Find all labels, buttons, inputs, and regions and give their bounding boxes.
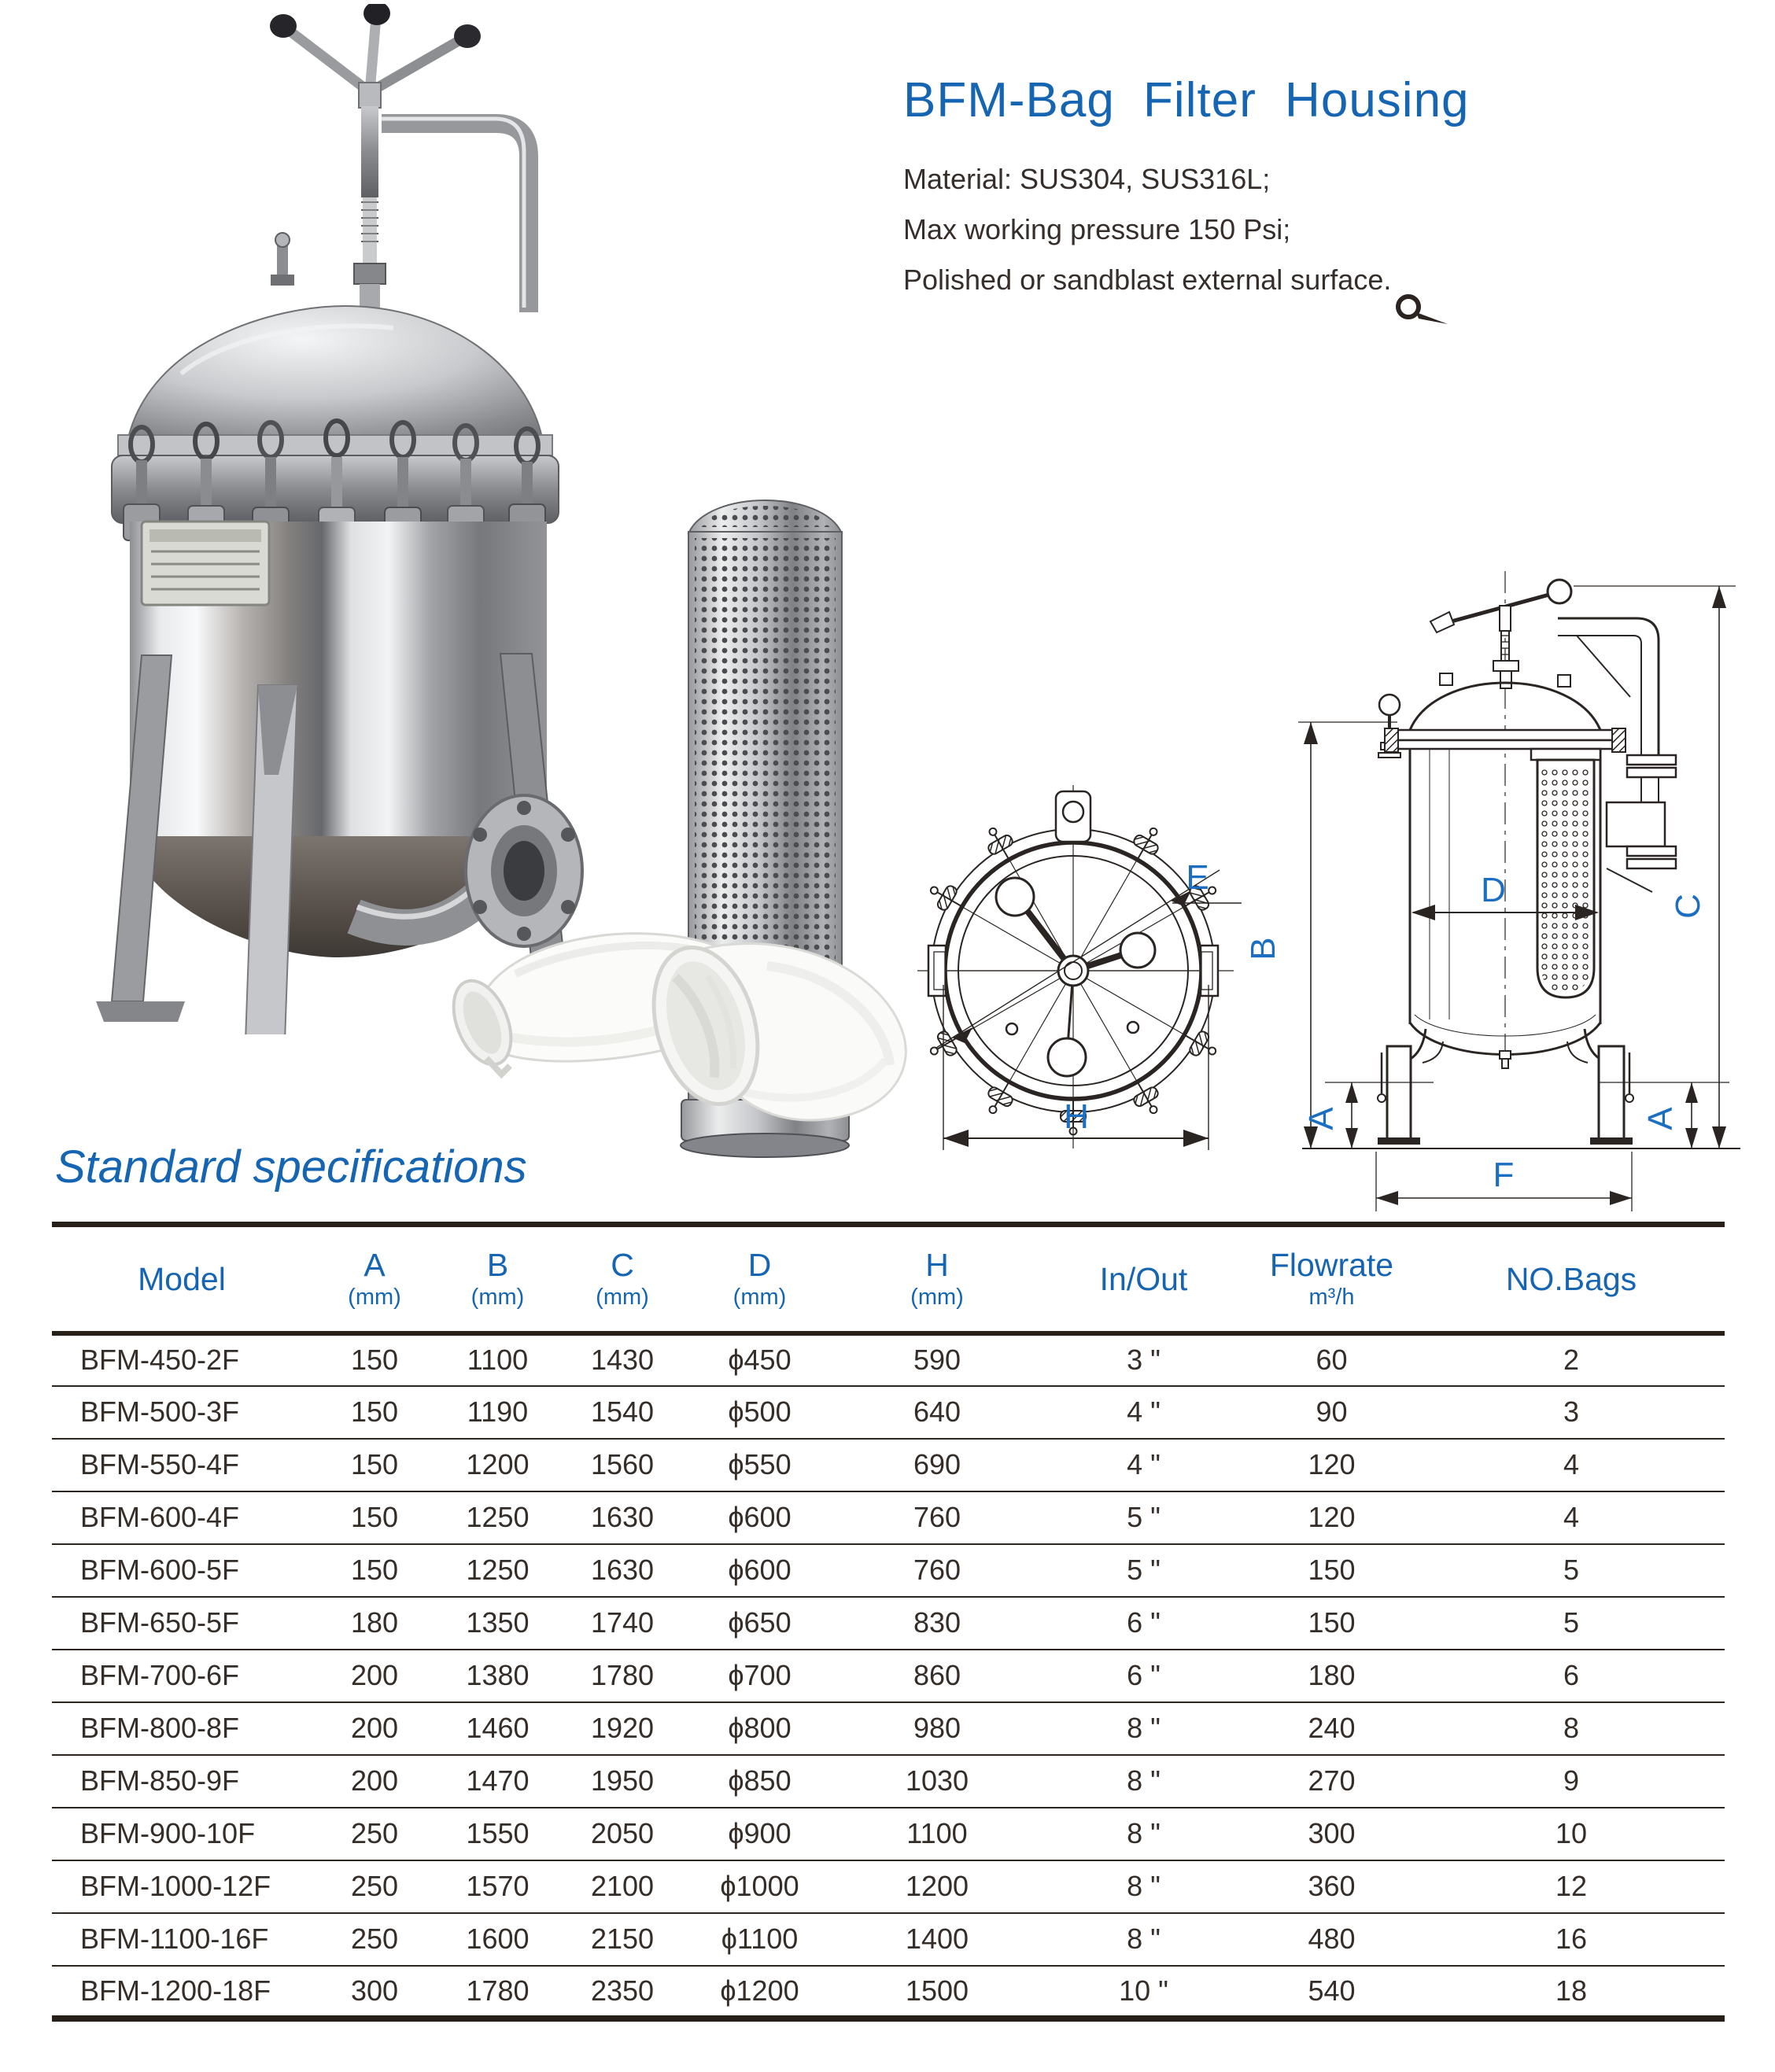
cell-model: BFM-700-6F xyxy=(80,1659,240,1691)
cell-model: BFM-650-5F xyxy=(80,1606,240,1639)
dim-label-a-right: A xyxy=(1641,1107,1680,1130)
header-a: A (mm) xyxy=(348,1246,401,1310)
cell-d: ϕ800 xyxy=(728,1712,792,1744)
cell-d: ϕ1100 xyxy=(721,1923,799,1955)
cell-a: 200 xyxy=(350,1659,399,1691)
cell-model: BFM-800-8F xyxy=(80,1712,240,1744)
cell-h: 1100 xyxy=(906,1817,968,1849)
dim-label-e: E xyxy=(1186,858,1209,897)
cell-c: 1630 xyxy=(590,1554,655,1586)
cell-flow: 540 xyxy=(1308,1974,1356,2007)
cell-flow: 240 xyxy=(1308,1712,1356,1744)
cell-c: 2100 xyxy=(590,1870,655,1902)
cell-bags: 12 xyxy=(1555,1870,1588,1902)
cell-flow: 120 xyxy=(1308,1501,1356,1533)
drawing-basket xyxy=(1531,749,1600,997)
cell-d: ϕ600 xyxy=(728,1501,792,1533)
hub-and-ports xyxy=(996,878,1155,1076)
lift-handle-pipe xyxy=(382,124,529,312)
description-line-surface: Polished or sandblast external surface. xyxy=(903,264,1392,296)
nameplate xyxy=(142,522,269,605)
cell-inout: 8 " xyxy=(1127,1817,1161,1849)
cell-a: 150 xyxy=(350,1344,399,1376)
cell-d: ϕ700 xyxy=(728,1659,792,1691)
cell-b: 1190 xyxy=(467,1395,529,1428)
table-row xyxy=(52,1333,1725,1386)
cell-flow: 300 xyxy=(1308,1817,1356,1849)
cell-b: 1780 xyxy=(466,1974,530,2007)
cell-c: 1430 xyxy=(590,1344,655,1376)
dim-label-d: D xyxy=(1481,871,1506,909)
dim-label-c: C xyxy=(1669,894,1707,919)
cell-a: 150 xyxy=(350,1501,399,1533)
table-row xyxy=(52,1386,1725,1439)
table-row xyxy=(52,1966,1725,2019)
cell-flow: 120 xyxy=(1308,1448,1356,1480)
table-row xyxy=(52,1702,1725,1755)
specifications-table xyxy=(52,1222,1725,2022)
cell-a: 150 xyxy=(350,1554,399,1586)
cell-bags: 3 xyxy=(1563,1395,1580,1428)
filter-bags-photo xyxy=(397,879,917,1139)
cell-a: 300 xyxy=(350,1974,399,2007)
side-view-drawing xyxy=(1243,543,1762,1219)
cell-b: 1250 xyxy=(466,1554,530,1586)
table-row xyxy=(52,1597,1725,1650)
cell-b: 1460 xyxy=(466,1712,530,1744)
cell-model: BFM-1200-18F xyxy=(80,1974,271,2007)
cell-flow: 90 xyxy=(1316,1395,1348,1428)
cell-inout: 5 " xyxy=(1127,1501,1161,1533)
cell-c: 1560 xyxy=(590,1448,655,1480)
cell-h: 760 xyxy=(913,1554,961,1586)
dim-label-h: H xyxy=(1064,1097,1089,1136)
table-row xyxy=(52,1755,1725,1808)
lift-handle-highlight xyxy=(382,119,524,308)
cell-a: 150 xyxy=(350,1448,399,1480)
magnifier-mark-icon xyxy=(1393,293,1454,330)
filter-bag-large xyxy=(637,935,906,1120)
cell-b: 1380 xyxy=(466,1659,530,1691)
header-h: H (mm) xyxy=(910,1246,964,1310)
dim-label-f: F xyxy=(1493,1156,1515,1194)
description-line-pressure: Max working pressure 150 Psi; xyxy=(903,213,1291,245)
cell-inout: 5 " xyxy=(1127,1554,1161,1586)
header-inout: In/Out xyxy=(1099,1260,1188,1297)
cell-d: ϕ850 xyxy=(728,1764,792,1797)
cell-d: ϕ500 xyxy=(728,1395,792,1428)
cell-inout: 6 " xyxy=(1127,1606,1161,1639)
cell-b: 1550 xyxy=(466,1817,530,1849)
header-c: C (mm) xyxy=(596,1246,649,1310)
cell-h: 760 xyxy=(913,1501,961,1533)
cell-h: 1030 xyxy=(905,1764,969,1797)
table-row xyxy=(52,1808,1725,1860)
cell-bags: 4 xyxy=(1563,1501,1580,1533)
cell-flow: 150 xyxy=(1308,1606,1356,1639)
cell-c: 1920 xyxy=(590,1712,655,1744)
dim-label-b: B xyxy=(1244,937,1282,960)
header-model: Model xyxy=(138,1260,226,1297)
cell-model: BFM-600-5F xyxy=(80,1554,240,1586)
cell-inout: 8 " xyxy=(1127,1870,1161,1902)
cell-b: 1350 xyxy=(466,1606,530,1639)
cell-inout: 8 " xyxy=(1127,1712,1161,1744)
product-description xyxy=(903,154,1391,305)
cell-a: 250 xyxy=(350,1923,399,1955)
cell-b: 1250 xyxy=(466,1501,530,1533)
cell-a: 250 xyxy=(350,1870,399,1902)
cell-bags: 8 xyxy=(1563,1712,1580,1744)
cell-model: BFM-550-4F xyxy=(80,1448,240,1480)
cell-model: BFM-1000-12F xyxy=(80,1870,271,1902)
cell-h: 1500 xyxy=(905,1974,969,2007)
cell-flow: 180 xyxy=(1308,1659,1356,1691)
cell-b: 1100 xyxy=(467,1344,529,1376)
cell-h: 1200 xyxy=(905,1870,969,1902)
table-row xyxy=(52,1439,1725,1491)
cell-model: BFM-850-9F xyxy=(80,1764,240,1797)
table-row xyxy=(52,1913,1725,1966)
cell-model: BFM-450-2F xyxy=(80,1344,240,1376)
cell-d: ϕ650 xyxy=(728,1606,792,1639)
cell-inout: 6 " xyxy=(1127,1659,1161,1691)
cell-flow: 150 xyxy=(1308,1554,1356,1586)
table-row xyxy=(52,1491,1725,1544)
spinner-handle xyxy=(270,4,481,311)
cell-inout: 3 " xyxy=(1127,1344,1161,1376)
cell-bags: 9 xyxy=(1563,1764,1580,1797)
cell-b: 1470 xyxy=(466,1764,530,1797)
header-nobags: NO.Bags xyxy=(1505,1260,1637,1297)
cell-d: ϕ1200 xyxy=(720,1974,799,2007)
cell-d: ϕ450 xyxy=(728,1344,792,1376)
cell-model: BFM-900-10F xyxy=(80,1817,256,1849)
table-header-row xyxy=(52,1225,1725,1333)
cell-h: 640 xyxy=(913,1395,961,1428)
table-row xyxy=(52,1544,1725,1597)
cell-c: 1950 xyxy=(590,1764,655,1797)
cell-bags: 16 xyxy=(1555,1923,1588,1955)
cell-bags: 4 xyxy=(1563,1448,1580,1480)
cell-d: ϕ1000 xyxy=(720,1870,799,1902)
top-view-drawing xyxy=(905,779,1251,1188)
lifting-lug xyxy=(1056,791,1090,842)
cell-bags: 6 xyxy=(1563,1659,1580,1691)
header-d: D (mm) xyxy=(733,1246,787,1310)
cell-inout: 8 " xyxy=(1127,1764,1161,1797)
table-row xyxy=(52,1650,1725,1702)
drawing-handle xyxy=(1430,580,1571,688)
cell-flow: 360 xyxy=(1308,1870,1356,1902)
cell-inout: 4 " xyxy=(1127,1395,1161,1428)
cell-h: 860 xyxy=(913,1659,961,1691)
section-heading: Standard specifications xyxy=(55,1141,527,1193)
cell-c: 1540 xyxy=(590,1395,655,1428)
cell-bags: 5 xyxy=(1563,1606,1580,1639)
cell-flow: 60 xyxy=(1316,1344,1348,1376)
cell-bags: 2 xyxy=(1563,1344,1580,1376)
cell-d: ϕ600 xyxy=(728,1554,792,1586)
cell-d: ϕ550 xyxy=(728,1448,792,1480)
table-row xyxy=(52,1860,1725,1913)
cell-inout: 10 " xyxy=(1119,1974,1168,2007)
cell-inout: 8 " xyxy=(1127,1923,1161,1955)
cell-c: 2350 xyxy=(590,1974,655,2007)
cell-a: 250 xyxy=(350,1817,399,1849)
dim-label-a-left: A xyxy=(1302,1107,1341,1130)
cell-c: 1740 xyxy=(590,1606,655,1639)
cell-h: 830 xyxy=(913,1606,961,1639)
cell-bags: 18 xyxy=(1555,1974,1588,2007)
cell-inout: 4 " xyxy=(1127,1448,1161,1480)
cell-c: 1780 xyxy=(590,1659,655,1691)
cell-bags: 5 xyxy=(1563,1554,1580,1586)
page-title: BFM-Bag Filter Housing xyxy=(903,73,1470,127)
cell-model: BFM-600-4F xyxy=(80,1501,240,1533)
cell-b: 1600 xyxy=(466,1923,530,1955)
cell-model: BFM-500-3F xyxy=(80,1395,240,1428)
cell-h: 590 xyxy=(913,1344,961,1376)
cell-a: 180 xyxy=(350,1606,399,1639)
header-flowrate: Flowrate m³/h xyxy=(1269,1246,1394,1310)
cell-a: 200 xyxy=(350,1764,399,1797)
cell-b: 1200 xyxy=(466,1448,530,1480)
description-line-material: Material: SUS304, SUS316L; xyxy=(903,163,1271,195)
cell-c: 2150 xyxy=(590,1923,655,1955)
cell-h: 690 xyxy=(913,1448,961,1480)
cell-a: 200 xyxy=(350,1712,399,1744)
vent-valve xyxy=(271,233,294,286)
cell-d: ϕ900 xyxy=(728,1817,792,1849)
cell-bags: 10 xyxy=(1555,1817,1588,1849)
header-b: B (mm) xyxy=(471,1246,525,1310)
cell-h: 1400 xyxy=(905,1923,969,1955)
cell-flow: 480 xyxy=(1308,1923,1356,1955)
cell-h: 980 xyxy=(913,1712,961,1744)
cell-a: 150 xyxy=(350,1395,399,1428)
cell-c: 2050 xyxy=(590,1817,655,1849)
cell-model: BFM-1100-16F xyxy=(80,1923,269,1955)
cell-flow: 270 xyxy=(1308,1764,1356,1797)
cell-c: 1630 xyxy=(590,1501,655,1533)
cell-b: 1570 xyxy=(466,1870,530,1902)
